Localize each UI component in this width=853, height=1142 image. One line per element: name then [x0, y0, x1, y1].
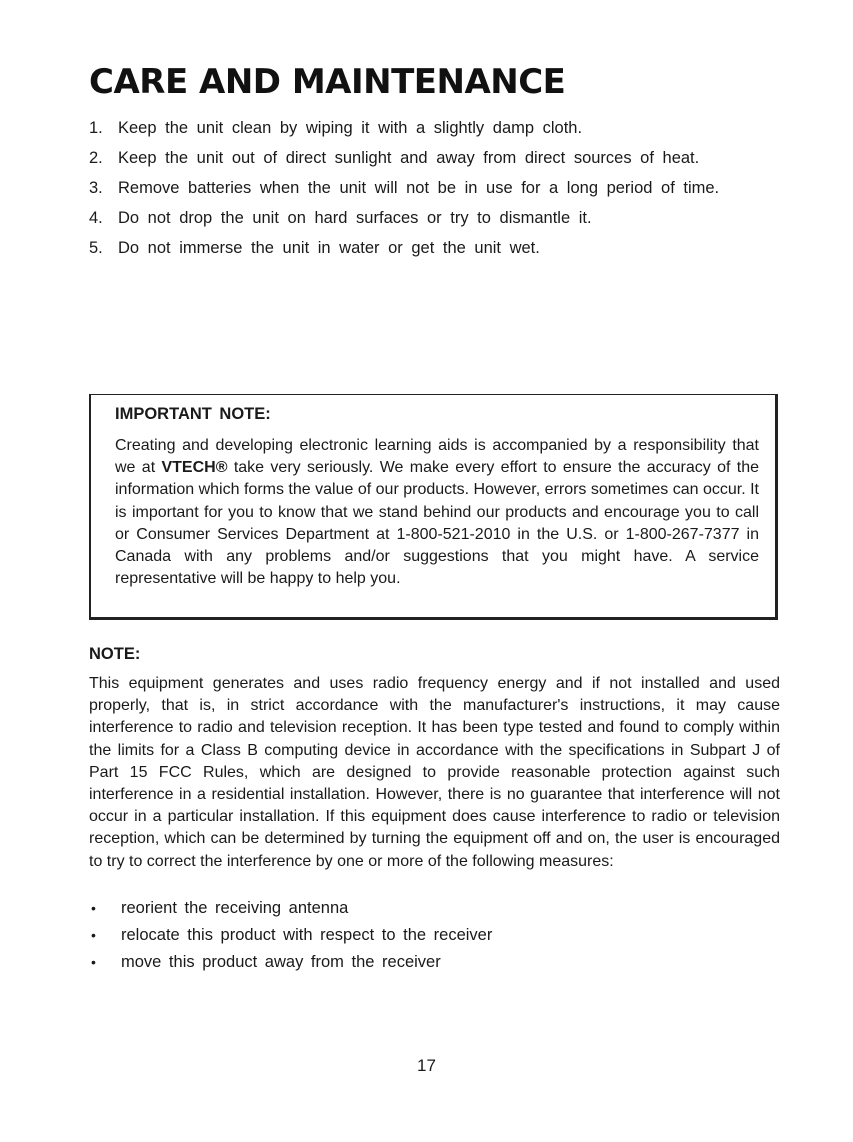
care-list	[89, 116, 789, 266]
measures-list	[89, 896, 689, 977]
note-body: This equipment generates and uses radio frequency energy and if not installed and used properly, that is, in strict accordance with the manufacturer's instructions, it may cause interference to radio and television reception. It has been type tested and found to comply within the limits for a Class B computing device in accordance with the specifications in Subpart J of Part 15 FCC Rules, which are designed to provide reasonable protection against such interference in a residential installation. However, there is no guarantee that interference will not occur in a particular installation. If this equipment does cause interference to radio or television reception, which can be determined by turning the equipment off and on, the user is encouraged to try to correct the interference by one or more of the following measures:	[89, 675, 780, 870]
list-item-number: 3.	[89, 179, 103, 197]
list-item	[89, 146, 789, 176]
list-item	[89, 116, 789, 146]
bullet-icon: •	[91, 900, 96, 916]
important-note-heading: IMPORTANT NOTE:	[115, 405, 271, 423]
page-number: 17	[417, 1056, 436, 1075]
list-item	[89, 206, 789, 236]
bullet-icon: •	[91, 954, 96, 970]
list-item-text: Do not immerse the unit in water or get the unit wet.	[118, 239, 540, 257]
note-heading: NOTE:	[89, 645, 141, 663]
list-item-number: 5.	[89, 239, 103, 257]
list-item	[89, 950, 689, 977]
important-note-box	[89, 394, 778, 620]
list-item-text: Keep the unit out of direct sunlight and away from direct sources of heat.	[118, 149, 700, 167]
important-note-body	[115, 435, 759, 590]
list-item	[89, 236, 789, 266]
list-item-number: 2.	[89, 149, 103, 167]
list-item-number: 4.	[89, 209, 103, 227]
brand-name: VTECH®	[161, 459, 228, 477]
measure-text: move this product away from the receiver	[121, 953, 441, 971]
important-note-text-start: Creating and developing electronic learning aids is accompanied by a responsibility that we at	[115, 437, 759, 477]
list-item-text: Do not drop the unit on hard surfaces or try to dismantle it.	[118, 209, 592, 227]
measure-text: reorient the receiving antenna	[121, 899, 349, 917]
list-item-text: Remove batteries when the unit will not be in use for a long period of time.	[118, 179, 720, 197]
page-title: CARE AND MAINTENANCE	[89, 62, 566, 102]
list-item-text: Keep the unit clean by wiping it with a slightly damp cloth.	[118, 119, 583, 137]
list-item-number: 1.	[89, 119, 103, 137]
list-item	[89, 896, 689, 923]
list-item	[89, 176, 789, 206]
bullet-icon: •	[91, 927, 96, 943]
important-note-text-end: take very seriously. We make every effort to ensure the accuracy of the information which forms the value of our products. However, errors sometimes can occur. It is important for you to know that we stand behind our products and encourage you to call or Consumer Services Department at 1-800-521-2010 in the U.S. or 1-800-267-7377 in Canada with any problems and/or suggestions that you might have. A service representative will be happy to help you.	[115, 459, 760, 588]
list-item	[89, 923, 689, 950]
measure-text: relocate this product with respect to the receiver	[121, 926, 493, 944]
